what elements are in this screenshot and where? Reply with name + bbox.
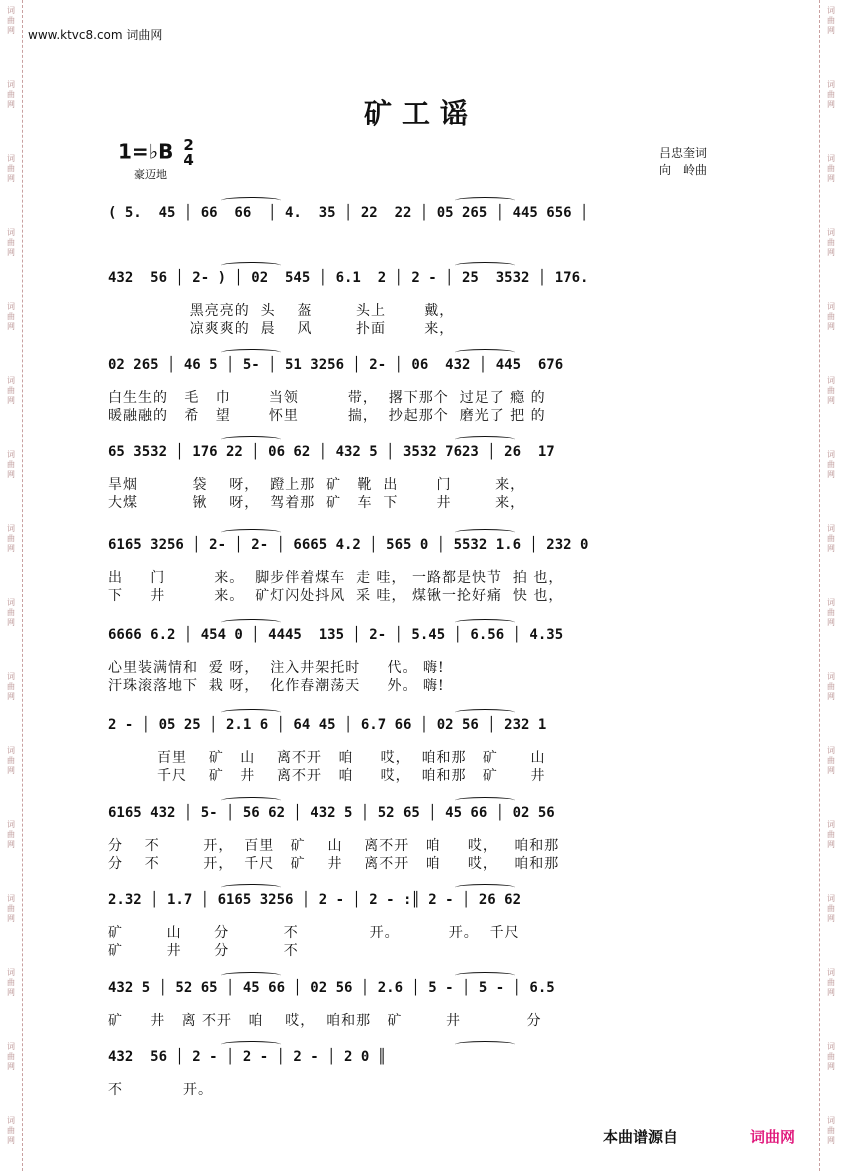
notation-row xyxy=(108,203,738,231)
side-watermark: 词 曲 网 xyxy=(827,80,835,109)
slur-mark xyxy=(455,436,515,443)
side-watermark: 词 曲 网 xyxy=(827,820,835,849)
tempo-marking: 豪迈地 xyxy=(134,168,167,181)
song-title: 矿工谣 xyxy=(363,97,478,130)
side-watermark: 词 曲 网 xyxy=(7,672,15,701)
lyric-line: 大煤 锹 呀， 驾着那 矿 车 下 井 来， xyxy=(108,495,526,511)
lyric-line: 汗珠滚落地下 栽 呀， 化作春潮荡天 外。 嗨! xyxy=(108,678,445,694)
key-signature xyxy=(118,138,194,168)
lyric-line: 出 门 来。 脚步伴着煤车 走 哇， 一路都是快节 拍 也， xyxy=(108,570,564,586)
side-watermark: 词 曲 网 xyxy=(7,598,15,627)
notation-row xyxy=(108,803,738,831)
side-watermark: 词 曲 网 xyxy=(827,154,835,183)
side-watermark: 词 曲 网 xyxy=(7,746,15,775)
notation-row xyxy=(108,355,738,383)
notation-row xyxy=(108,890,738,918)
numbered-notes: 02 265 │ 46 5 │ 5- │ 51 3256 │ 2- │ 06 432 │ 445 676 xyxy=(108,357,564,373)
lyric-line: 凉爽爽的 晨 风 扑面 来， xyxy=(108,321,455,337)
side-watermark: 词 曲 网 xyxy=(827,1042,835,1071)
lyric-line: 百里 矿 山 离不开 咱 哎， 咱和那 矿 山 xyxy=(108,750,546,766)
notation-row xyxy=(108,442,738,470)
lyric-line: 矿 井 分 不 xyxy=(108,943,299,959)
notation-row xyxy=(108,715,738,743)
slur-mark xyxy=(455,972,515,979)
lyric-line: 不 开。 xyxy=(108,1082,213,1098)
slur-mark xyxy=(221,197,281,204)
side-watermark: 词 曲 网 xyxy=(7,1116,15,1145)
numbered-notes: 2.32 │ 1.7 │ 6165 3256 │ 2 - │ 2 - :║ 2 - │ 26 62 xyxy=(108,892,522,908)
side-watermark: 词 曲 网 xyxy=(7,80,15,109)
side-watermark: 词 曲 网 xyxy=(827,1116,835,1145)
lyricist: 吕忠奎词 xyxy=(659,146,708,160)
slur-mark xyxy=(221,709,281,716)
notation-row xyxy=(108,625,738,653)
side-watermark: 词 曲 网 xyxy=(7,894,15,923)
side-watermark: 词 曲 网 xyxy=(827,228,835,257)
side-watermark: 词 曲 网 xyxy=(827,968,835,997)
slur-mark xyxy=(221,529,281,536)
side-watermark: 词 曲 网 xyxy=(7,820,15,849)
lyric-line: 矿 井 离 不开 咱 哎， 咱和那 矿 井 分 xyxy=(108,1013,542,1029)
side-watermark: 词 曲 网 xyxy=(7,6,15,35)
lyric-line: 千尺 矿 井 离不开 咱 哎， 咱和那 矿 井 xyxy=(108,768,546,784)
side-watermark: 词 曲 网 xyxy=(827,894,835,923)
time-signature xyxy=(183,138,193,168)
time-top: 2 xyxy=(183,136,194,154)
notation-row xyxy=(108,978,738,1006)
side-watermark: 词 曲 网 xyxy=(827,302,835,331)
slur-mark xyxy=(221,797,281,804)
side-watermark: 词 曲 网 xyxy=(827,450,835,479)
numbered-notes: 2 - │ 05 25 │ 2.1 6 │ 64 45 │ 6.7 66 │ 02 56 │ 232 1 xyxy=(108,717,547,733)
side-watermark: 词 曲 网 xyxy=(7,524,15,553)
source-label: 本曲谱源自 xyxy=(603,1128,679,1146)
side-watermark: 词 曲 网 xyxy=(7,154,15,183)
slur-mark xyxy=(221,1041,281,1048)
numbered-notes: ( 5. 45 │ 66 66 │ 4. 35 │ 22 22 │ 05 265 │ 445 656 │ xyxy=(108,205,589,221)
slur-mark xyxy=(221,972,281,979)
side-watermark: 词 曲 网 xyxy=(7,450,15,479)
slur-mark xyxy=(455,197,515,204)
numbered-notes: 65 3532 │ 176 22 │ 06 62 │ 432 5 │ 3532 7623 │ 26 17 xyxy=(108,444,555,460)
side-watermark: 词 曲 网 xyxy=(7,228,15,257)
lyric-line: 心里装满情和 爱 呀， 注入井架托时 代。 嗨! xyxy=(108,660,445,676)
slur-mark xyxy=(455,884,515,891)
slur-mark xyxy=(221,436,281,443)
brand-link[interactable]: 词曲网 xyxy=(750,1128,796,1146)
slur-mark xyxy=(455,619,515,626)
side-watermark: 词 曲 网 xyxy=(7,302,15,331)
side-watermark: 词 曲 网 xyxy=(827,746,835,775)
side-watermark: 词 曲 网 xyxy=(827,598,835,627)
lyric-line: 分 不 开， 千尺 矿 井 离不开 咱 哎， 咱和那 xyxy=(108,856,560,872)
slur-mark xyxy=(221,349,281,356)
lyric-line: 下 井 来。 矿灯闪处抖风 采 哇， 煤锹一抡好痛 快 也， xyxy=(108,588,564,604)
key-label: 1=♭B xyxy=(118,139,174,164)
lyric-line: 黑亮亮的 头 盔 头上 戴， xyxy=(108,303,455,319)
notation-row xyxy=(108,268,738,296)
slur-mark xyxy=(455,262,515,269)
composer: 向 岭曲 xyxy=(659,163,708,177)
numbered-notes: 6165 432 │ 5- │ 56 62 │ 432 5 │ 52 65 │ 45 66 │ 02 56 xyxy=(108,805,555,821)
slur-mark xyxy=(455,349,515,356)
lyric-line: 旱烟 袋 呀， 蹬上那 矿 靴 出 门 来， xyxy=(108,477,526,493)
slur-mark xyxy=(455,797,515,804)
time-bottom: 4 xyxy=(183,151,194,169)
side-watermark: 词 曲 网 xyxy=(827,376,835,405)
slur-mark xyxy=(455,1041,515,1048)
side-watermark: 词 曲 网 xyxy=(7,968,15,997)
side-watermark: 词 曲 网 xyxy=(827,6,835,35)
numbered-notes: 432 56 │ 2- ) │ 02 545 │ 6.1 2 │ 2 - │ 25 3532 │ 176. xyxy=(108,270,589,286)
side-watermark: 词 曲 网 xyxy=(827,524,835,553)
side-watermark: 词 曲 网 xyxy=(827,672,835,701)
numbered-notes: 432 56 │ 2 - │ 2 - │ 2 - │ 2 0 ║ xyxy=(108,1049,387,1065)
credits xyxy=(659,145,707,179)
slur-mark xyxy=(455,709,515,716)
slur-mark xyxy=(221,619,281,626)
site-url[interactable]: www.ktvc8.com 词曲网 xyxy=(28,28,163,42)
notation-row xyxy=(108,535,738,563)
slur-mark xyxy=(221,262,281,269)
numbered-notes: 432 5 │ 52 65 │ 45 66 │ 02 56 │ 2.6 │ 5 - │ 5 - │ 6.5 xyxy=(108,980,555,996)
side-watermark: 词 曲 网 xyxy=(7,376,15,405)
lyric-line: 暖融融的 希 望 怀里 揣， 抄起那个 磨光了 把 的 xyxy=(108,408,546,424)
notation-row xyxy=(108,1047,738,1075)
lyric-line: 分 不 开， 百里 矿 山 离不开 咱 哎， 咱和那 xyxy=(108,838,560,854)
lyric-line: 白生生的 毛 巾 当领 带， 撂下那个 过足了 瘾 的 xyxy=(108,390,546,406)
side-watermark: 词 曲 网 xyxy=(7,1042,15,1071)
lyric-line: 矿 山 分 不 开。 开。 千尺 xyxy=(108,925,520,941)
numbered-notes: 6165 3256 │ 2- │ 2- │ 6665 4.2 │ 565 0 │ 5532 1.6 │ 232 0 xyxy=(108,537,589,553)
slur-mark xyxy=(455,529,515,536)
slur-mark xyxy=(221,884,281,891)
numbered-notes: 6666 6.2 │ 454 0 │ 4445 135 │ 2- │ 5.45 │ 6.56 │ 4.35 xyxy=(108,627,564,643)
